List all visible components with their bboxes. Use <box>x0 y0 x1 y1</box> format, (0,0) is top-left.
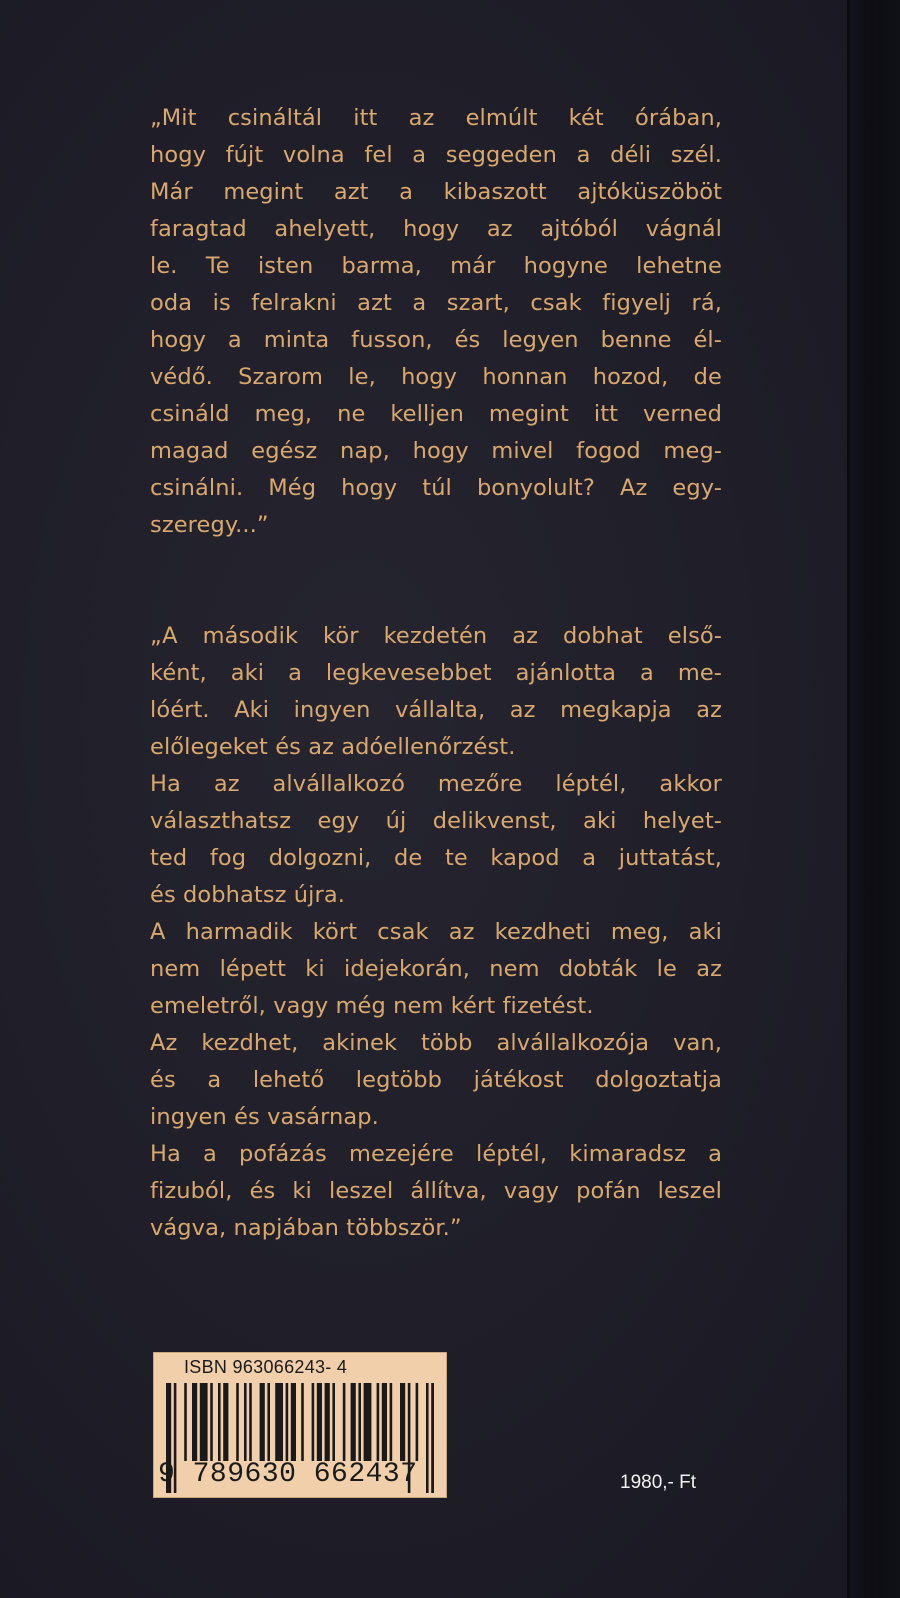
quote-line: és dobhatsz újra. <box>150 882 346 908</box>
quote-line: védő. Szarom le, hogy honnan hozod, de <box>150 364 722 390</box>
barcode-bar <box>301 1383 304 1461</box>
quote-line: faragtad ahelyett, hogy az ajtóból vágnál <box>150 216 722 242</box>
barcode-bar <box>416 1383 419 1461</box>
quote-line: nem lépett ki idejekorán, nem dobták le az <box>150 956 722 982</box>
barcode-bar <box>382 1383 387 1461</box>
quote-line: Ha a pofázás mezejére léptél, kimaradsz a <box>150 1141 722 1167</box>
quote-line: magad egész nap, hogy mivel fogod meg- <box>150 438 722 464</box>
quote-line: előlegeket és az adóellenőrzést. <box>150 734 516 760</box>
barcode-bar <box>192 1383 197 1461</box>
quote-line: Ha az alvállalkozó mezőre léptél, akkor <box>150 771 722 797</box>
barcode-bar <box>286 1383 289 1461</box>
quote-line: A harmadik kört csak az kezdheti meg, aki <box>150 919 722 945</box>
quote-line: választhatsz egy új delikvenst, aki helyet- <box>150 808 722 834</box>
quote-line: hogy a minta fusson, és legyen benne él- <box>150 327 722 353</box>
quote-line: „Mit csináltál itt az elmúlt két órában, <box>150 105 722 131</box>
quote-line: ingyen és vasárnap. <box>150 1104 379 1130</box>
barcode-bar <box>317 1383 322 1461</box>
barcode-bar <box>426 1383 429 1493</box>
quote-line: lóért. Aki ingyen vállalta, az megkapja az <box>150 697 722 723</box>
barcode-bar <box>358 1383 361 1461</box>
quote-line: ként, aki a legkevesebbet ajánlotta a me- <box>150 660 722 686</box>
quote-line: emeletről, vagy még nem kért fizetést. <box>150 993 594 1019</box>
quote-line: Már megint azt a kibaszott ajtóküszöböt <box>150 179 722 205</box>
barcode-bar <box>218 1383 221 1461</box>
barcode-bar <box>343 1383 346 1461</box>
barcode-bar <box>332 1383 335 1461</box>
quote-line: ted fog dolgozni, de te kapod a juttatást, <box>150 845 722 871</box>
barcode-bar <box>377 1383 380 1461</box>
book-spine <box>850 0 900 1598</box>
quote-line: vágva, napjában többször.” <box>150 1215 462 1241</box>
ean-digits: 9 789630 662437 <box>158 1459 418 1490</box>
quote-line: le. Te isten barma, már hogyne lehetne <box>150 253 722 279</box>
barcode-bar <box>260 1383 265 1461</box>
price-label: 1980,- Ft <box>620 1472 697 1493</box>
barcode-bar <box>351 1383 356 1461</box>
quote-line: és a lehető legtöbb játékost dolgoztatja <box>150 1067 722 1093</box>
barcode-bar <box>364 1383 372 1461</box>
quote-line: „A második kör kezdetén az dobhat első- <box>150 623 722 649</box>
barcode-bar <box>312 1383 315 1461</box>
barcode-bar <box>431 1383 434 1493</box>
barcode-bar <box>267 1383 270 1461</box>
isbn-barcode <box>153 1352 447 1498</box>
barcode-bar <box>200 1383 208 1461</box>
quote-line: szeregy...” <box>150 512 269 538</box>
barcode-bar <box>244 1383 247 1461</box>
barcode-bar <box>325 1383 330 1461</box>
quote-line: csináld meg, ne kelljen megint itt verned <box>150 401 722 427</box>
barcode-bar <box>400 1383 405 1461</box>
quote-line: oda is felrakni azt a szart, csak figyelj rá, <box>150 290 722 316</box>
quote-line: csinálni. Még hogy túl bonyolult? Az egy- <box>150 475 722 501</box>
barcode-bar <box>236 1383 239 1461</box>
quote-line: Az kezdhet, akinek több alvállalkozója van, <box>150 1030 722 1056</box>
quote-second <box>150 618 722 1247</box>
barcode-bar <box>210 1383 213 1461</box>
barcode-bar <box>275 1383 283 1461</box>
barcode-bar <box>249 1383 252 1461</box>
barcode-bar <box>223 1383 228 1461</box>
barcode-bar <box>291 1383 296 1461</box>
barcode-bar <box>390 1383 393 1461</box>
quote-line: fizuból, és ki leszel állítva, vagy pofán leszel <box>150 1178 722 1204</box>
quote-first <box>150 100 722 544</box>
quote-line: hogy fújt volna fel a seggeden a déli szél. <box>150 142 722 168</box>
barcode-bar <box>184 1383 187 1461</box>
isbn-number: ISBN 963066243- 4 <box>184 1357 348 1377</box>
